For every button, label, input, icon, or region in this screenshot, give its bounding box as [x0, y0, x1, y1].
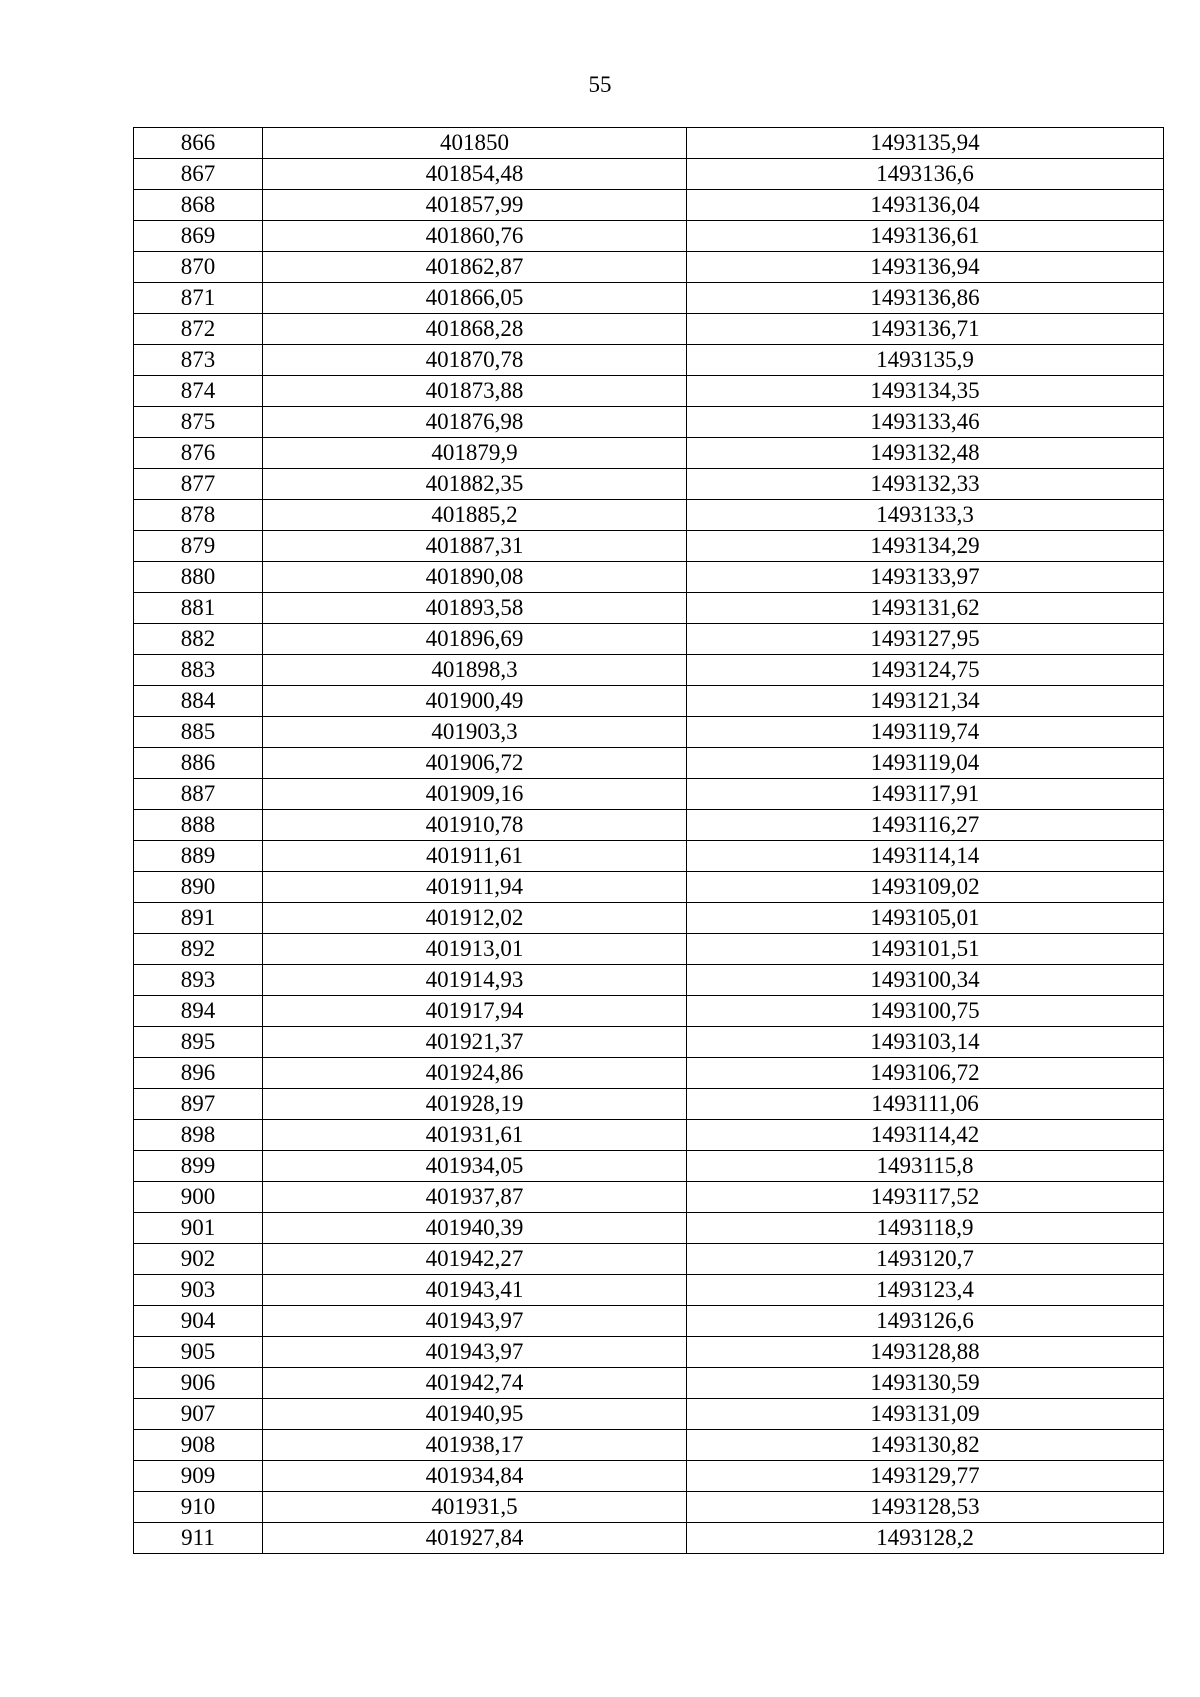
x-coordinate-cell: 401937,87: [263, 1182, 687, 1213]
x-coordinate-cell: 401890,08: [263, 562, 687, 593]
point-number-cell: 879: [134, 531, 263, 562]
point-number-cell: 869: [134, 221, 263, 252]
point-number-cell: 876: [134, 438, 263, 469]
x-coordinate-cell: 401943,97: [263, 1337, 687, 1368]
y-coordinate-cell: 1493100,75: [687, 996, 1164, 1027]
x-coordinate-cell: 401873,88: [263, 376, 687, 407]
table-row: [134, 252, 1164, 283]
x-coordinate-cell: 401910,78: [263, 810, 687, 841]
point-number-cell: 910: [134, 1492, 263, 1523]
x-coordinate-cell: 401896,69: [263, 624, 687, 655]
y-coordinate-cell: 1493119,04: [687, 748, 1164, 779]
point-number-cell: 911: [134, 1523, 263, 1554]
table-row: [134, 531, 1164, 562]
table-row: [134, 407, 1164, 438]
table-row: [134, 1213, 1164, 1244]
y-coordinate-cell: 1493134,29: [687, 531, 1164, 562]
y-coordinate-cell: 1493124,75: [687, 655, 1164, 686]
point-number-cell: 908: [134, 1430, 263, 1461]
x-coordinate-cell: 401854,48: [263, 159, 687, 190]
point-number-cell: 890: [134, 872, 263, 903]
table-row: [134, 996, 1164, 1027]
table-row: [134, 655, 1164, 686]
point-number-cell: 895: [134, 1027, 263, 1058]
point-number-cell: 883: [134, 655, 263, 686]
x-coordinate-cell: 401942,27: [263, 1244, 687, 1275]
y-coordinate-cell: 1493117,52: [687, 1182, 1164, 1213]
x-coordinate-cell: 401887,31: [263, 531, 687, 562]
y-coordinate-cell: 1493129,77: [687, 1461, 1164, 1492]
table-row: [134, 872, 1164, 903]
table-row: [134, 1492, 1164, 1523]
y-coordinate-cell: 1493136,6: [687, 159, 1164, 190]
table-row: [134, 1244, 1164, 1275]
table-row: [134, 1089, 1164, 1120]
point-number-cell: 909: [134, 1461, 263, 1492]
table-row: [134, 221, 1164, 252]
table-row: [134, 1275, 1164, 1306]
table-row: [134, 593, 1164, 624]
point-number-cell: 873: [134, 345, 263, 376]
table-row: [134, 624, 1164, 655]
x-coordinate-cell: 401868,28: [263, 314, 687, 345]
table-row: [134, 159, 1164, 190]
table-row: [134, 128, 1164, 159]
x-coordinate-cell: 401931,5: [263, 1492, 687, 1523]
y-coordinate-cell: 1493135,9: [687, 345, 1164, 376]
point-number-cell: 898: [134, 1120, 263, 1151]
y-coordinate-cell: 1493136,61: [687, 221, 1164, 252]
table-row: [134, 1058, 1164, 1089]
point-number-cell: 906: [134, 1368, 263, 1399]
x-coordinate-cell: 401912,02: [263, 903, 687, 934]
table-row: [134, 1461, 1164, 1492]
table-row: [134, 1151, 1164, 1182]
y-coordinate-cell: 1493134,35: [687, 376, 1164, 407]
y-coordinate-cell: 1493119,74: [687, 717, 1164, 748]
point-number-cell: 889: [134, 841, 263, 872]
x-coordinate-cell: 401943,41: [263, 1275, 687, 1306]
point-number-cell: 875: [134, 407, 263, 438]
x-coordinate-cell: 401862,87: [263, 252, 687, 283]
x-coordinate-cell: 401914,93: [263, 965, 687, 996]
y-coordinate-cell: 1493105,01: [687, 903, 1164, 934]
point-number-cell: 880: [134, 562, 263, 593]
x-coordinate-cell: 401943,97: [263, 1306, 687, 1337]
table-row: [134, 283, 1164, 314]
x-coordinate-cell: 401879,9: [263, 438, 687, 469]
table-row: [134, 965, 1164, 996]
table-row: [134, 1430, 1164, 1461]
point-number-cell: 872: [134, 314, 263, 345]
y-coordinate-cell: 1493103,14: [687, 1027, 1164, 1058]
table-row: [134, 345, 1164, 376]
y-coordinate-cell: 1493136,86: [687, 283, 1164, 314]
table-row: [134, 1120, 1164, 1151]
x-coordinate-cell: 401898,3: [263, 655, 687, 686]
table-row: [134, 500, 1164, 531]
point-number-cell: 905: [134, 1337, 263, 1368]
x-coordinate-cell: 401911,61: [263, 841, 687, 872]
y-coordinate-cell: 1493117,91: [687, 779, 1164, 810]
y-coordinate-cell: 1493128,88: [687, 1337, 1164, 1368]
y-coordinate-cell: 1493121,34: [687, 686, 1164, 717]
x-coordinate-cell: 401940,39: [263, 1213, 687, 1244]
x-coordinate-cell: 401885,2: [263, 500, 687, 531]
point-number-cell: 901: [134, 1213, 263, 1244]
x-coordinate-cell: 401938,17: [263, 1430, 687, 1461]
point-number-cell: 867: [134, 159, 263, 190]
table-row: [134, 190, 1164, 221]
point-number-cell: 888: [134, 810, 263, 841]
x-coordinate-cell: 401921,37: [263, 1027, 687, 1058]
x-coordinate-cell: 401942,74: [263, 1368, 687, 1399]
table-row: [134, 1523, 1164, 1554]
y-coordinate-cell: 1493128,2: [687, 1523, 1164, 1554]
y-coordinate-cell: 1493131,09: [687, 1399, 1164, 1430]
point-number-cell: 885: [134, 717, 263, 748]
x-coordinate-cell: 401903,3: [263, 717, 687, 748]
point-number-cell: 882: [134, 624, 263, 655]
table-row: [134, 376, 1164, 407]
coordinates-table-body: [134, 128, 1164, 1554]
y-coordinate-cell: 1493130,82: [687, 1430, 1164, 1461]
y-coordinate-cell: 1493133,3: [687, 500, 1164, 531]
table-row: [134, 841, 1164, 872]
y-coordinate-cell: 1493128,53: [687, 1492, 1164, 1523]
point-number-cell: 866: [134, 128, 263, 159]
point-number-cell: 868: [134, 190, 263, 221]
x-coordinate-cell: 401934,84: [263, 1461, 687, 1492]
x-coordinate-cell: 401893,58: [263, 593, 687, 624]
point-number-cell: 877: [134, 469, 263, 500]
point-number-cell: 891: [134, 903, 263, 934]
point-number-cell: 903: [134, 1275, 263, 1306]
y-coordinate-cell: 1493136,71: [687, 314, 1164, 345]
table-row: [134, 314, 1164, 345]
x-coordinate-cell: 401917,94: [263, 996, 687, 1027]
table-row: [134, 903, 1164, 934]
y-coordinate-cell: 1493114,42: [687, 1120, 1164, 1151]
y-coordinate-cell: 1493106,72: [687, 1058, 1164, 1089]
table-row: [134, 717, 1164, 748]
x-coordinate-cell: 401860,76: [263, 221, 687, 252]
table-row: [134, 1182, 1164, 1213]
x-coordinate-cell: 401928,19: [263, 1089, 687, 1120]
point-number-cell: 881: [134, 593, 263, 624]
y-coordinate-cell: 1493132,48: [687, 438, 1164, 469]
x-coordinate-cell: 401870,78: [263, 345, 687, 376]
x-coordinate-cell: 401850: [263, 128, 687, 159]
point-number-cell: 871: [134, 283, 263, 314]
y-coordinate-cell: 1493115,8: [687, 1151, 1164, 1182]
point-number-cell: 896: [134, 1058, 263, 1089]
point-number-cell: 907: [134, 1399, 263, 1430]
x-coordinate-cell: 401876,98: [263, 407, 687, 438]
x-coordinate-cell: 401857,99: [263, 190, 687, 221]
point-number-cell: 878: [134, 500, 263, 531]
x-coordinate-cell: 401906,72: [263, 748, 687, 779]
point-number-cell: 899: [134, 1151, 263, 1182]
y-coordinate-cell: 1493131,62: [687, 593, 1164, 624]
point-number-cell: 887: [134, 779, 263, 810]
x-coordinate-cell: 401911,94: [263, 872, 687, 903]
table-row: [134, 748, 1164, 779]
point-number-cell: 884: [134, 686, 263, 717]
point-number-cell: 893: [134, 965, 263, 996]
x-coordinate-cell: 401882,35: [263, 469, 687, 500]
table-row: [134, 562, 1164, 593]
point-number-cell: 892: [134, 934, 263, 965]
y-coordinate-cell: 1493126,6: [687, 1306, 1164, 1337]
y-coordinate-cell: 1493123,4: [687, 1275, 1164, 1306]
y-coordinate-cell: 1493130,59: [687, 1368, 1164, 1399]
point-number-cell: 874: [134, 376, 263, 407]
x-coordinate-cell: 401940,95: [263, 1399, 687, 1430]
y-coordinate-cell: 1493135,94: [687, 128, 1164, 159]
x-coordinate-cell: 401909,16: [263, 779, 687, 810]
y-coordinate-cell: 1493136,94: [687, 252, 1164, 283]
x-coordinate-cell: 401924,86: [263, 1058, 687, 1089]
x-coordinate-cell: 401913,01: [263, 934, 687, 965]
table-row: [134, 1399, 1164, 1430]
y-coordinate-cell: 1493100,34: [687, 965, 1164, 996]
y-coordinate-cell: 1493136,04: [687, 190, 1164, 221]
y-coordinate-cell: 1493116,27: [687, 810, 1164, 841]
table-row: [134, 686, 1164, 717]
table-row: [134, 1368, 1164, 1399]
x-coordinate-cell: 401900,49: [263, 686, 687, 717]
x-coordinate-cell: 401931,61: [263, 1120, 687, 1151]
y-coordinate-cell: 1493132,33: [687, 469, 1164, 500]
table-row: [134, 1027, 1164, 1058]
table-row: [134, 469, 1164, 500]
y-coordinate-cell: 1493114,14: [687, 841, 1164, 872]
y-coordinate-cell: 1493127,95: [687, 624, 1164, 655]
point-number-cell: 894: [134, 996, 263, 1027]
table-row: [134, 934, 1164, 965]
coordinates-table: [133, 127, 1164, 1554]
table-row: [134, 1337, 1164, 1368]
table-row: [134, 779, 1164, 810]
y-coordinate-cell: 1493111,06: [687, 1089, 1164, 1120]
table-row: [134, 438, 1164, 469]
point-number-cell: 902: [134, 1244, 263, 1275]
y-coordinate-cell: 1493133,97: [687, 562, 1164, 593]
point-number-cell: 870: [134, 252, 263, 283]
point-number-cell: 897: [134, 1089, 263, 1120]
x-coordinate-cell: 401927,84: [263, 1523, 687, 1554]
y-coordinate-cell: 1493120,7: [687, 1244, 1164, 1275]
y-coordinate-cell: 1493118,9: [687, 1213, 1164, 1244]
x-coordinate-cell: 401934,05: [263, 1151, 687, 1182]
x-coordinate-cell: 401866,05: [263, 283, 687, 314]
point-number-cell: 886: [134, 748, 263, 779]
page-number: 55: [588, 72, 612, 97]
table-row: [134, 810, 1164, 841]
point-number-cell: 900: [134, 1182, 263, 1213]
y-coordinate-cell: 1493109,02: [687, 872, 1164, 903]
y-coordinate-cell: 1493101,51: [687, 934, 1164, 965]
point-number-cell: 904: [134, 1306, 263, 1337]
y-coordinate-cell: 1493133,46: [687, 407, 1164, 438]
table-row: [134, 1306, 1164, 1337]
